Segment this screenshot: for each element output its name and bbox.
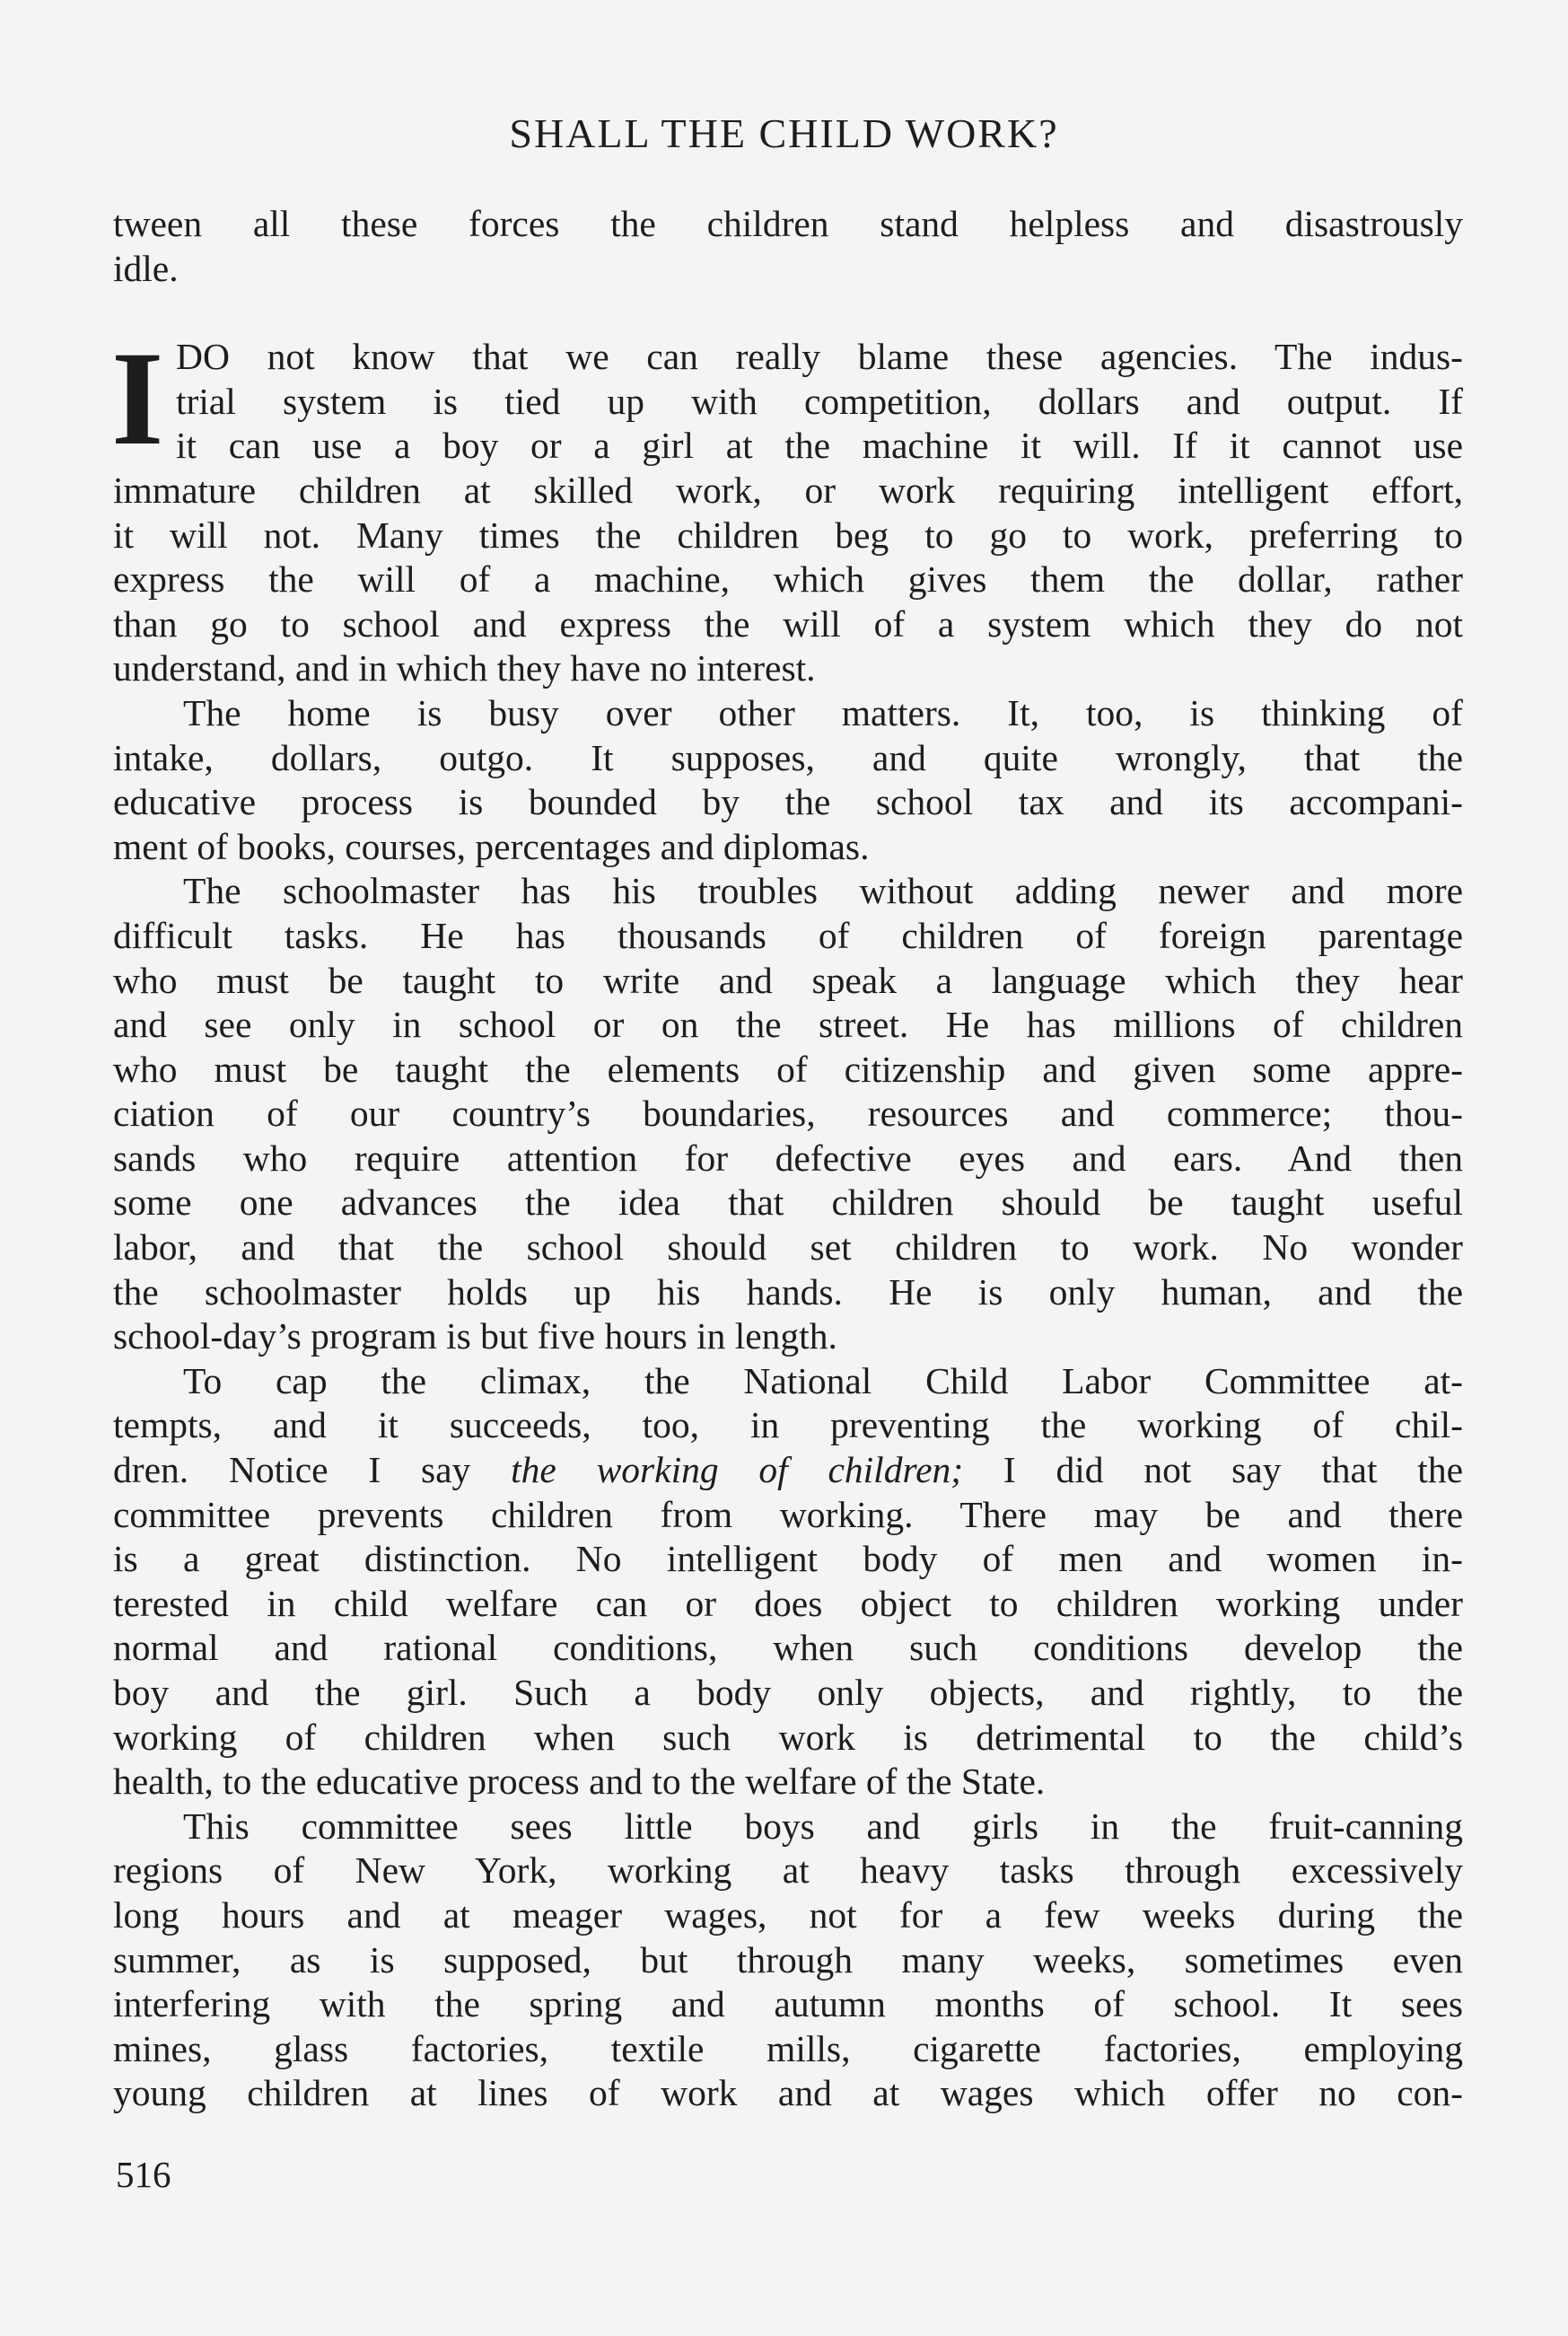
text-line: sands who require attention for defective eyes and ears. And then [113,1137,1463,1179]
text-line: ment of books, courses, percentages and diplomas. [113,825,870,867]
carryover-paragraph [113,202,1463,291]
text-line: To cap the climax, the National Child Labor Committee at- [183,1359,1463,1401]
text-line: immature children at skilled work, or work requiring intelligent effort, [113,469,1463,511]
paragraph-3 [113,869,1463,1359]
emphasized-phrase: the working of children; [511,1449,964,1491]
body-text [113,202,1463,2116]
text-line: tween all these forces the children stand helpless and disastrously [113,203,1463,244]
text-line: ciation of our country’s boundaries, resources and commerce; thou- [113,1093,1463,1135]
text-line: summer, as is supposed, but through many weeks, sometimes even [113,1938,1463,1980]
text-line: intake, dollars, outgo. It supposes, and quite wrongly, that the [113,736,1463,778]
text-line: health, to the educative process and to the welfare of the State. [113,1761,1046,1803]
text-line: it can use a boy or a girl at the machine it will. If it cannot use [176,425,1463,467]
text-line: This committee sees little boys and girls in the fruit-canning [183,1805,1463,1847]
text-run: dren. Notice I say [113,1449,512,1491]
text-line: is a great distinction. No intelligent body of men and women in- [113,1538,1463,1580]
text-line: it will not. Many times the children beg to go to work, preferring to [113,514,1463,556]
text-line: understand, and in which they have no interest. [113,647,816,689]
text-line: who must be taught to write and speak a language which they hear [113,959,1463,1001]
text-line: regions of New York, working at heavy tasks through excessively [113,1849,1463,1892]
text-line: difficult tasks. He has thousands of children of foreign parentage [113,914,1463,956]
paragraph-5 [113,1805,1463,2116]
text-line: working of children when such work is detrimental to the child’s [113,1716,1463,1758]
text-line: interfering with the spring and autumn months of school. It sees [113,1983,1463,2025]
text-line: committee prevents children from working. There may be and there [113,1493,1463,1535]
text-line: The home is busy over other matters. It, too, is thinking of [183,691,1463,733]
text-line-with-emphasis [113,1448,1463,1493]
text-line: express the will of a machine, which gives them the dollar, rather [113,558,1463,601]
running-head: SHALL THE CHILD WORK? [509,110,1059,156]
text-line: trial system is tied up with competition, dollars and output. If [176,380,1463,422]
paragraph-4 [113,1359,1463,1805]
text-line: tempts, and it succeeds, too, in preventing the working of chil- [113,1404,1463,1446]
paragraph-2 [113,691,1463,869]
text-line: idle. [113,247,179,289]
drop-cap: I [111,324,164,474]
text-line: The schoolmaster has his troubles without adding newer and more [183,870,1463,912]
text-run: I did not say that the [963,1449,1464,1491]
text-line: and see only in school or on the street. He has millions of children [113,1004,1463,1046]
text-line: the schoolmaster holds up his hands. He is only human, and the [113,1270,1463,1313]
text-line: who must be taught the elements of citizenship and given some appre- [113,1048,1463,1090]
text-line: school-day’s program is but five hours in length. [113,1315,837,1357]
text-line: labor, and that the school should set children to work. No wonder [113,1226,1463,1269]
text-line: than go to school and express the will of a system which they do not [113,602,1463,645]
text-line: boy and the girl. Such a body only objects, and rightly, to the [113,1672,1463,1713]
page-number: 516 [116,2154,171,2195]
text-line: some one advances the idea that children should be taught useful [113,1181,1463,1224]
text-line: educative process is bounded by the school tax and its accompani- [113,781,1463,823]
text-line: normal and rational conditions, when such conditions develop the [113,1627,1463,1669]
section-break [113,291,1463,335]
text-line: long hours and at meager wages, not for a few weeks during the [113,1893,1463,1936]
text-line: young children at lines of work and at wages which offer no con- [113,2072,1463,2114]
text-line: DO not know that we can really blame these agencies. The indus- [176,336,1463,378]
text-line: mines, glass factories, textile mills, cigarette factories, employing [113,2027,1463,2069]
text-line: terested in child welfare can or does object to children working under [113,1582,1463,1624]
paragraph-1 [111,324,1463,691]
